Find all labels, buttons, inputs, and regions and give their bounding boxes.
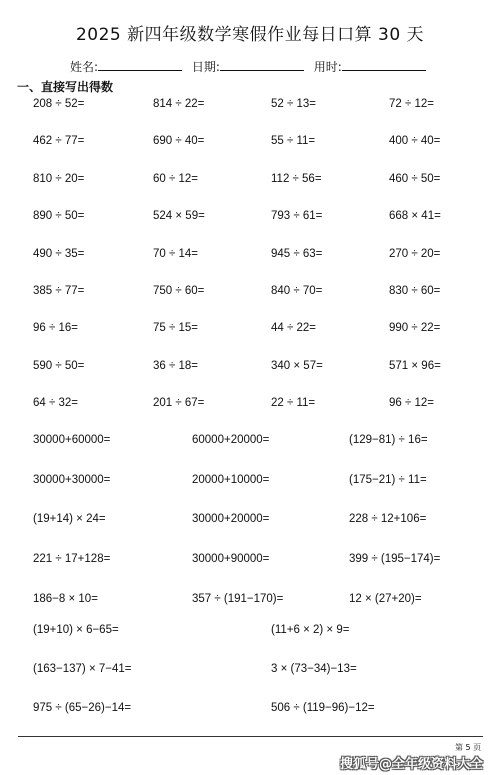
- name-blank: [98, 58, 182, 71]
- arithmetic-problem: 186−8 × 10=: [33, 592, 98, 605]
- arithmetic-problem: 221 ÷ 17+128=: [33, 553, 111, 566]
- arithmetic-problem: 70 ÷ 14=: [153, 247, 199, 260]
- arithmetic-problem: 64 ÷ 32=: [33, 397, 79, 410]
- arithmetic-problem: 12 × (27+20)=: [349, 592, 422, 605]
- name-label: 姓名:: [70, 60, 99, 74]
- info-line: [70, 58, 430, 75]
- arithmetic-problem: 890 ÷ 50=: [33, 210, 85, 223]
- arithmetic-problem: 668 × 41=: [389, 210, 441, 223]
- arithmetic-problem: 975 ÷ (65−26)−14=: [33, 702, 132, 714]
- arithmetic-problem: 52 ÷ 13=: [271, 98, 317, 110]
- arithmetic-problem: 340 × 57=: [271, 359, 323, 372]
- arithmetic-problem: 60 ÷ 12=: [153, 172, 199, 185]
- time-blank: [342, 58, 426, 71]
- arithmetic-problem: 22 ÷ 11=: [271, 397, 316, 410]
- arithmetic-problem: 30000+20000=: [192, 513, 270, 526]
- arithmetic-problem: 830 ÷ 60=: [389, 285, 441, 297]
- arithmetic-problem: 201 ÷ 67=: [153, 397, 205, 410]
- arithmetic-problem: (163−137) × 7−41=: [33, 663, 132, 675]
- arithmetic-problem: (175−21) ÷ 11=: [349, 473, 427, 486]
- arithmetic-problem: 96 ÷ 12=: [389, 397, 435, 410]
- arithmetic-problem: 400 ÷ 40=: [389, 135, 441, 148]
- time-label: 用时:: [313, 60, 342, 74]
- arithmetic-problem: (129−81) ÷ 16=: [349, 434, 428, 446]
- section-title: 一、直接写出得数: [17, 80, 114, 94]
- arithmetic-problem: 20000+10000=: [192, 473, 270, 486]
- arithmetic-problem: 75 ÷ 15=: [153, 322, 199, 335]
- watermark: 搜狐号@全年级资料大全: [340, 757, 484, 772]
- page-number: 第 5 页: [455, 743, 482, 752]
- arithmetic-problem: 36 ÷ 18=: [153, 359, 199, 372]
- arithmetic-problem: 506 ÷ (119−96)−12=: [271, 702, 375, 714]
- date-blank: [220, 58, 304, 71]
- arithmetic-problem: 228 ÷ 12+106=: [349, 513, 427, 526]
- arithmetic-problem: 750 ÷ 60=: [153, 285, 205, 297]
- arithmetic-problem: 462 ÷ 77=: [33, 135, 85, 148]
- arithmetic-problem: (19+14) × 24=: [33, 513, 106, 526]
- arithmetic-problem: 3 × (73−34)−13=: [271, 663, 357, 675]
- arithmetic-problem: 385 ÷ 77=: [33, 285, 85, 297]
- arithmetic-problem: 44 ÷ 22=: [271, 322, 317, 335]
- arithmetic-problem: 30000+90000=: [192, 553, 270, 566]
- arithmetic-problem: 399 ÷ (195−174)=: [349, 553, 441, 566]
- arithmetic-problem: 96 ÷ 16=: [33, 322, 79, 335]
- page-title: 2025 新四年级数学寒假作业每日口算 30 天: [75, 25, 425, 45]
- footer-divider: [18, 736, 483, 737]
- arithmetic-problem: 357 ÷ (191−170)=: [192, 592, 284, 605]
- arithmetic-problem: 30000+30000=: [33, 473, 111, 486]
- arithmetic-problem: 810 ÷ 20=: [33, 172, 85, 185]
- arithmetic-problem: 571 × 96=: [389, 359, 441, 372]
- arithmetic-problem: 793 ÷ 61=: [271, 210, 323, 223]
- arithmetic-problem: 814 ÷ 22=: [153, 98, 205, 110]
- arithmetic-problem: 60000+20000=: [192, 434, 270, 446]
- arithmetic-problem: (11+6 × 2) × 9=: [271, 624, 350, 636]
- arithmetic-problem: (19+10) × 6−65=: [33, 624, 119, 636]
- arithmetic-problem: 208 ÷ 52=: [33, 98, 85, 110]
- arithmetic-problem: 112 ÷ 56=: [271, 172, 322, 185]
- arithmetic-problem: 55 ÷ 11=: [271, 135, 316, 148]
- arithmetic-problem: 524 × 59=: [153, 210, 205, 223]
- arithmetic-problem: 30000+60000=: [33, 434, 111, 446]
- arithmetic-problem: 690 ÷ 40=: [153, 135, 205, 148]
- arithmetic-problem: 945 ÷ 63=: [271, 247, 323, 260]
- date-label: 日期:: [191, 60, 220, 74]
- arithmetic-problem: 460 ÷ 50=: [389, 172, 441, 185]
- arithmetic-problem: 590 ÷ 50=: [33, 359, 85, 372]
- arithmetic-problem: 840 ÷ 70=: [271, 285, 323, 297]
- arithmetic-problem: 72 ÷ 12=: [389, 98, 435, 110]
- arithmetic-problem: 270 ÷ 20=: [389, 247, 441, 260]
- arithmetic-problem: 990 ÷ 22=: [389, 322, 441, 335]
- arithmetic-problem: 490 ÷ 35=: [33, 247, 85, 260]
